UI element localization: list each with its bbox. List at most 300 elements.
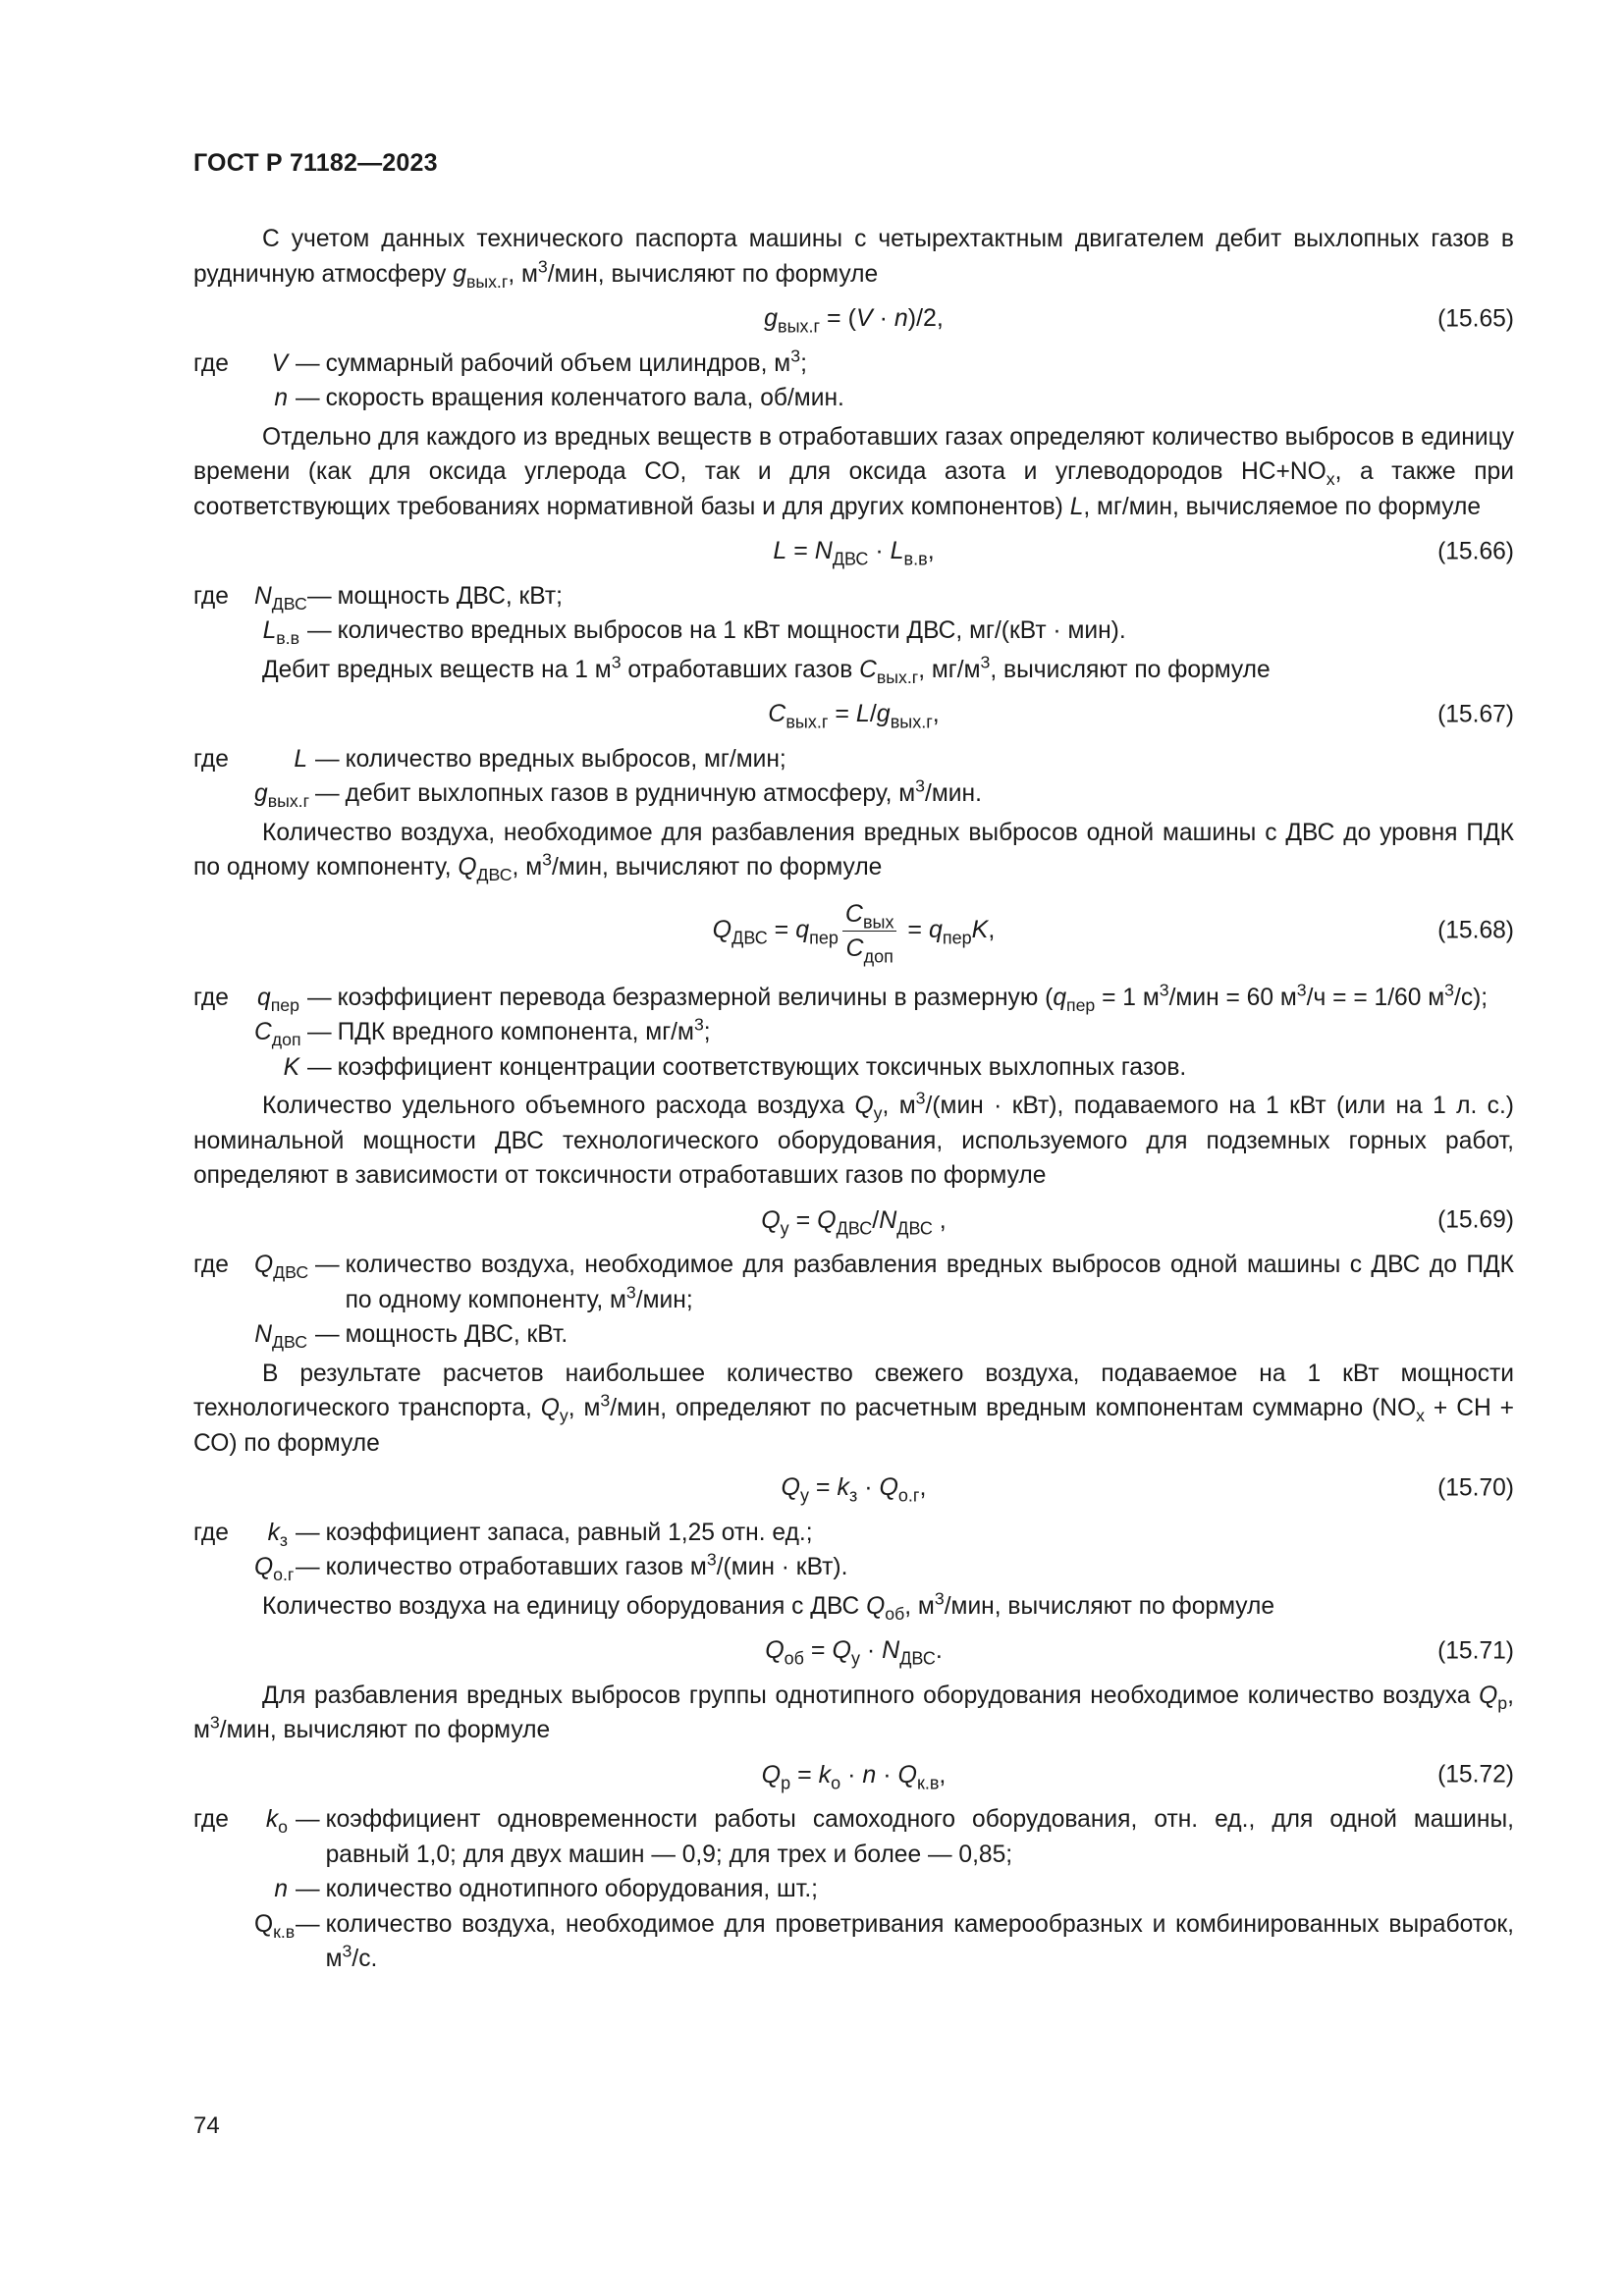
- formula-number: (15.67): [1437, 701, 1514, 727]
- formula-expression: [762, 1758, 947, 1793]
- definition-list: [193, 1802, 1514, 1977]
- math-symbol: Q: [712, 915, 732, 943]
- subscript: пер: [270, 994, 299, 1015]
- superscript: 3: [209, 1712, 220, 1733]
- subscript: пер: [1066, 994, 1096, 1015]
- subscript: в.в: [903, 549, 928, 569]
- subscript: ДВС: [731, 927, 768, 947]
- definition-dash: —: [315, 1252, 340, 1278]
- fraction: [842, 899, 897, 966]
- definition-dash: —: [307, 582, 332, 610]
- definition-lead: где: [193, 1252, 229, 1278]
- text-run: /с);: [1453, 984, 1489, 1011]
- subscript: об: [784, 1648, 804, 1669]
- text-run: /мин, вычисляют по формуле: [551, 854, 883, 881]
- text-run: /ч = = 1/60 м: [1306, 984, 1445, 1011]
- subscript: у: [873, 1103, 883, 1124]
- formula-number: (15.69): [1437, 1206, 1514, 1234]
- definition-dash: —: [296, 1806, 320, 1833]
- subscript: об: [885, 1603, 905, 1624]
- definition-text: [338, 981, 1514, 1016]
- definition-item: [193, 1050, 1514, 1086]
- text-run: =: [900, 915, 929, 943]
- text-run: Отдельно для каждого из вредных веществ в отработавших газах определяют количество выбросов в единицу времени (как для оксида углерода СО, так и для оксида азота и углеводородов НС+NO: [193, 423, 1514, 485]
- definition-symbol: [254, 742, 307, 777]
- math-symbol: g: [254, 780, 268, 807]
- definition-text: [326, 1550, 1514, 1585]
- math-symbol: q: [928, 915, 943, 943]
- math-symbol: g: [876, 700, 891, 727]
- text-run: коэффициент одновременности работы самоходного оборудования, отн. ед., для одной машины, равный 1,0; для двух машин — 0,9; для трех и более — 0,85;: [325, 1806, 1514, 1868]
- body-paragraph: [193, 222, 1514, 292]
- text-run: =: [767, 915, 796, 943]
- text-run: ·: [840, 1760, 863, 1789]
- subscript: у: [850, 1648, 860, 1669]
- definition-symbol: [254, 1516, 288, 1551]
- formula: [193, 1203, 1514, 1239]
- text-run: /мин.: [925, 780, 982, 807]
- formula-number: (15.68): [1437, 917, 1514, 944]
- formula-expression: [712, 899, 996, 966]
- math-symbol: V: [855, 304, 873, 332]
- subscript: ДВС: [832, 549, 869, 569]
- text-run: , м: [882, 1093, 916, 1119]
- formula-number: (15.71): [1437, 1637, 1514, 1664]
- definition-symbol: [254, 1050, 299, 1086]
- formula-expression: [782, 1470, 927, 1506]
- text-run: .: [935, 1636, 943, 1664]
- math-symbol: q: [1053, 984, 1066, 1011]
- definition-dash: —: [315, 745, 340, 773]
- text-run: /мин = 60 м: [1168, 984, 1297, 1011]
- body-paragraph: [193, 420, 1514, 525]
- math-symbol: N: [882, 1636, 900, 1664]
- text-run: ,: [932, 1205, 947, 1234]
- definition-item: [193, 1872, 1514, 1907]
- definition-item: [193, 1317, 1514, 1353]
- text-run: суммарный рабочий объем цилиндров, м: [325, 349, 791, 377]
- text-run: , м: [512, 854, 543, 881]
- text-run: ,: [919, 1473, 927, 1501]
- definition-item: [193, 742, 1514, 777]
- text-run: Количество воздуха, необходимое для разбавления вредных выбросов одной машины с ДВС до уровня ПДК по одному компоненту,: [193, 819, 1514, 881]
- math-symbol: K: [971, 915, 989, 943]
- definition-symbol: [254, 1317, 307, 1353]
- text-run: мощность ДВС, кВт;: [337, 582, 563, 610]
- definition-lead: где: [193, 984, 229, 1011]
- definition-symbol: [254, 1907, 296, 1943]
- definition-text: [326, 1872, 1514, 1907]
- superscript: 3: [542, 849, 552, 870]
- formula-number: (15.65): [1437, 305, 1514, 332]
- formula-expression: [764, 301, 944, 337]
- superscript: 3: [600, 1390, 611, 1411]
- math-symbol: Q: [540, 1395, 560, 1421]
- math-symbol: L: [773, 537, 787, 564]
- formula-number: (15.72): [1437, 1761, 1514, 1789]
- text-run: коэффициент запаса, равный 1,25 отн. ед.;: [325, 1519, 813, 1546]
- formula: [193, 899, 1514, 966]
- math-symbol: L: [1069, 493, 1084, 520]
- superscript: 3: [915, 1088, 926, 1108]
- subscript: о.г: [897, 1485, 920, 1506]
- math-symbol: V: [271, 349, 288, 377]
- body-paragraph: [193, 1679, 1514, 1748]
- text-run: = (: [820, 304, 856, 332]
- superscript: 3: [1296, 979, 1307, 999]
- text-run: дебит выхлопных газов в рудничную атмосферу, м: [345, 780, 916, 807]
- fraction-numerator: [842, 899, 897, 932]
- math-symbol: q: [795, 915, 810, 943]
- math-symbol: Q: [817, 1205, 837, 1234]
- superscript: 3: [1444, 979, 1454, 999]
- text-run: мощность ДВС, кВт.: [345, 1321, 568, 1348]
- math-symbol: C: [845, 934, 864, 962]
- subscript: ДВС: [271, 593, 307, 614]
- definition-item: [193, 981, 1514, 1016]
- definition-item: [193, 614, 1514, 649]
- math-symbol: K: [283, 1053, 299, 1081]
- definition-lead: где: [193, 1519, 229, 1546]
- math-symbol: Q: [765, 1636, 785, 1664]
- text-run: коэффициент концентрации соответствующих токсичных выхлопных газов.: [337, 1053, 1187, 1081]
- math-symbol: n: [893, 304, 908, 332]
- text-run: В результате расчетов наибольшее количество свежего воздуха, подаваемое на 1 кВт мощности технологического транспорта,: [193, 1360, 1514, 1421]
- definition-symbol: [254, 1015, 299, 1050]
- definition-dash: —: [315, 1321, 340, 1348]
- math-symbol: N: [254, 582, 272, 610]
- subscript: р: [781, 1772, 791, 1792]
- subscript: вых.г: [890, 712, 933, 732]
- definition-dash: —: [315, 780, 340, 807]
- math-symbol: n: [274, 1876, 288, 1902]
- subscript: вых.г: [876, 667, 919, 687]
- body-paragraph: [193, 653, 1514, 688]
- definition-list: [193, 742, 1514, 812]
- definition-list: [193, 347, 1514, 416]
- subscript: о: [278, 1817, 288, 1838]
- text-run: , а также при соответствующих требованиях нормативной базы и для других компонентов): [193, 458, 1514, 520]
- text-run: /мин, вычисляют по формуле: [944, 1592, 1275, 1620]
- superscript: 3: [915, 775, 926, 796]
- math-symbol: C: [844, 899, 863, 928]
- fraction-denominator: [843, 932, 896, 966]
- math-symbol: N: [814, 537, 833, 564]
- text-run: Q: [254, 1910, 274, 1938]
- math-symbol: Q: [761, 1205, 781, 1234]
- text-run: , мг/м: [918, 656, 981, 683]
- formula-expression: [761, 1203, 947, 1239]
- definition-dash: —: [307, 617, 332, 644]
- text-run: скорость вращения коленчатого вала, об/мин.: [325, 385, 844, 411]
- superscript: 3: [537, 255, 548, 276]
- definition-text: [346, 1317, 1514, 1353]
- definition-list: [193, 1516, 1514, 1585]
- subscript: ДВС: [476, 865, 513, 885]
- text-run: + СН + СО) по формуле: [193, 1395, 1515, 1457]
- definition-item: [193, 1248, 1514, 1317]
- formula-number: (15.70): [1437, 1474, 1514, 1501]
- superscript: 3: [706, 1549, 717, 1570]
- superscript: 3: [625, 1281, 636, 1302]
- definition-dash: —: [296, 385, 320, 411]
- text-run: =: [803, 1636, 833, 1664]
- math-symbol: Q: [781, 1473, 800, 1501]
- definition-dash: —: [307, 1053, 332, 1081]
- definition-dash: —: [296, 349, 320, 377]
- definition-list: [193, 981, 1514, 1086]
- definition-dash: —: [296, 1554, 320, 1580]
- text-run: количество воздуха, необходимое для проветривания камерообразных и комбинированных выработок, м: [325, 1910, 1514, 1972]
- body-paragraph: [193, 1357, 1514, 1462]
- definition-text: [346, 776, 1514, 812]
- subscript: x: [1326, 469, 1335, 490]
- text-run: , м: [904, 1592, 935, 1620]
- text-run: , мг/мин, вычисляемое по формуле: [1083, 493, 1482, 520]
- math-symbol: Q: [832, 1636, 851, 1664]
- math-symbol: k: [265, 1806, 279, 1833]
- math-symbol: k: [267, 1519, 280, 1546]
- text-run: =: [786, 537, 815, 564]
- subscript: ДВС: [899, 1648, 936, 1669]
- text-run: ·: [859, 1636, 883, 1664]
- definition-symbol: [254, 981, 299, 1016]
- text-run: , м: [508, 260, 538, 288]
- math-symbol: L: [890, 537, 904, 564]
- superscript: 3: [611, 651, 622, 671]
- superscript: 3: [790, 345, 801, 365]
- text-run: ;: [800, 349, 807, 377]
- subscript: о: [831, 1772, 841, 1792]
- definition-dash: —: [296, 1876, 320, 1902]
- text-run: С учетом данных технического паспорта машины с четырехтактным двигателем дебит выхлопных газов в рудничную атмосферу: [193, 226, 1514, 288]
- math-symbol: Q: [897, 1760, 917, 1789]
- text-run: отработавших газов: [621, 656, 860, 683]
- superscript: 3: [934, 1587, 945, 1608]
- math-symbol: Q: [254, 1252, 274, 1278]
- math-symbol: C: [768, 700, 786, 727]
- definition-text: [338, 614, 1514, 649]
- definition-dash: —: [296, 1910, 320, 1938]
- definition-symbol: [254, 1802, 288, 1838]
- definition-symbol: [254, 614, 299, 649]
- subscript: доп: [863, 945, 893, 966]
- math-symbol: N: [879, 1205, 897, 1234]
- document-header: ГОСТ Р 71182—2023: [193, 149, 438, 177]
- text-run: /мин, определяют по расчетным вредным компонентам суммарно (NO: [610, 1395, 1417, 1421]
- definition-symbol: [254, 1550, 295, 1585]
- formula-number: (15.66): [1437, 538, 1514, 564]
- subscript: у: [780, 1217, 789, 1238]
- definition-text: [326, 381, 1514, 416]
- body-paragraph: [193, 1089, 1514, 1194]
- definition-text: [326, 1802, 1514, 1872]
- text-run: /(мин · кВт), подаваемого на 1 кВт (или на 1 л. с.) номинальной мощности ДВС технологического оборудования, используемого для подземных горных работ, определяют в зависимости от токсичности отработавших газов по формуле: [193, 1093, 1514, 1189]
- subscript: пер: [809, 927, 839, 947]
- superscript: 3: [693, 1014, 704, 1035]
- definition-symbol: [254, 776, 310, 812]
- subscript: з: [848, 1485, 858, 1506]
- math-symbol: k: [818, 1760, 832, 1789]
- text-run: Количество воздуха на единицу оборудования с ДВС: [262, 1592, 867, 1620]
- formula: [193, 534, 1514, 569]
- definition-symbol: [254, 1872, 288, 1907]
- text-run: =: [828, 700, 856, 727]
- subscript: пер: [942, 927, 972, 947]
- superscript: 3: [342, 1941, 352, 1961]
- formula: [193, 697, 1514, 732]
- text-run: = 1 м: [1095, 984, 1160, 1011]
- formula-expression: [773, 534, 934, 569]
- subscript: ДВС: [273, 1262, 309, 1283]
- text-run: количество отработавших газов м: [325, 1554, 707, 1580]
- subscript: в.в: [276, 628, 299, 649]
- formula: [193, 1470, 1514, 1506]
- definition-dash: —: [296, 1519, 320, 1546]
- math-symbol: g: [764, 304, 779, 332]
- subscript: р: [1497, 1692, 1508, 1713]
- text-run: количество однотипного оборудования, шт.;: [325, 1876, 818, 1902]
- subscript: у: [799, 1485, 809, 1506]
- definition-lead: где: [193, 745, 229, 773]
- text-run: ·: [872, 304, 894, 332]
- math-symbol: Q: [1479, 1682, 1498, 1709]
- math-symbol: Q: [854, 1093, 874, 1119]
- math-symbol: Q: [866, 1592, 886, 1620]
- math-symbol: C: [254, 1019, 272, 1045]
- text-run: =: [788, 1205, 818, 1234]
- text-run: ;: [703, 1019, 711, 1045]
- text-run: ,: [939, 1760, 947, 1789]
- text-run: =: [808, 1473, 838, 1501]
- definition-item: [193, 347, 1514, 382]
- definition-text: [326, 1516, 1514, 1551]
- formula: [193, 1758, 1514, 1793]
- definition-item: [193, 1907, 1514, 1977]
- definition-text: [346, 1248, 1514, 1317]
- text-run: Для разбавления вредных выбросов группы однотипного оборудования необходимое количество воздуха: [262, 1682, 1480, 1709]
- text-run: ·: [868, 537, 891, 564]
- text-run: /мин, вычисляют по формуле: [219, 1717, 551, 1743]
- subscript: вых.г: [785, 712, 829, 732]
- definition-text: [338, 1050, 1514, 1086]
- subscript: x: [1416, 1406, 1426, 1426]
- subscript: з: [279, 1529, 288, 1550]
- definition-symbol: [254, 381, 288, 416]
- definition-text: [326, 347, 1514, 382]
- math-symbol: Q: [458, 854, 477, 881]
- text-run: /: [869, 700, 877, 727]
- text-run: количество воздуха, необходимое для разбавления вредных выбросов одной машины с ДВС до ПДК по одному компоненту, м: [345, 1252, 1514, 1313]
- subscript: вых: [862, 911, 894, 932]
- math-symbol: g: [453, 260, 466, 288]
- subscript: вых.г: [267, 791, 310, 812]
- definition-symbol: [254, 1248, 307, 1283]
- text-run: , м: [193, 1682, 1514, 1743]
- text-run: ,: [927, 537, 935, 564]
- text-run: /: [872, 1205, 880, 1234]
- definition-text: [338, 579, 1514, 614]
- math-symbol: L: [262, 617, 277, 644]
- definition-item: [193, 776, 1514, 812]
- formula-expression: [765, 1633, 943, 1669]
- subscript: вых.г: [465, 271, 509, 292]
- definition-text: [346, 742, 1514, 777]
- definition-symbol: [254, 579, 307, 614]
- body-paragraph: [193, 816, 1514, 885]
- text-run: /мин, вычисляют по формуле: [547, 260, 879, 288]
- subscript: ДВС: [836, 1217, 873, 1238]
- subscript: к.в: [273, 1921, 296, 1942]
- math-symbol: Q: [761, 1760, 782, 1789]
- math-symbol: q: [257, 984, 271, 1011]
- subscript: у: [559, 1406, 568, 1426]
- text-run: ,: [988, 915, 996, 943]
- math-symbol: C: [859, 656, 877, 683]
- subscript: ДВС: [272, 1332, 307, 1353]
- definition-item: [193, 1550, 1514, 1585]
- definition-item: [193, 579, 1514, 614]
- text-run: /(мин · кВт).: [716, 1554, 848, 1580]
- formula-expression: [768, 697, 939, 732]
- subscript: доп: [271, 1030, 301, 1050]
- definition-text: [338, 1015, 1514, 1050]
- superscript: 3: [980, 651, 991, 671]
- text-run: Дебит вредных веществ на 1 м: [262, 656, 612, 683]
- text-run: ·: [876, 1760, 898, 1789]
- definition-text: [326, 1907, 1514, 1977]
- math-symbol: Q: [254, 1554, 274, 1580]
- subscript: вых.г: [778, 316, 821, 337]
- text-run: коэффициент перевода безразмерной величины в размерную (: [337, 984, 1054, 1011]
- text-run: ,: [932, 700, 940, 727]
- definition-symbol: [254, 347, 288, 382]
- math-symbol: L: [294, 745, 307, 773]
- definition-dash: —: [307, 1019, 332, 1045]
- definition-item: [193, 381, 1514, 416]
- definition-dash: —: [307, 984, 332, 1011]
- text-run: количество вредных выбросов на 1 кВт мощности ДВС, мг/(кВт · мин).: [337, 617, 1126, 644]
- math-symbol: n: [274, 385, 288, 411]
- document-body: [193, 222, 1514, 1981]
- math-symbol: Q: [879, 1473, 898, 1501]
- text-run: /мин;: [635, 1286, 693, 1313]
- text-run: /с.: [352, 1946, 378, 1972]
- text-run: , м: [568, 1395, 601, 1421]
- math-symbol: L: [855, 700, 870, 727]
- definition-lead: где: [193, 1806, 229, 1833]
- definition-lead: где: [193, 582, 229, 610]
- body-paragraph: [193, 1589, 1514, 1625]
- text-run: , вычисляют по формуле: [990, 656, 1271, 683]
- text-run: )/2,: [907, 304, 944, 332]
- definition-lead: где: [193, 349, 229, 377]
- math-symbol: n: [862, 1760, 877, 1789]
- definition-list: [193, 579, 1514, 649]
- subscript: ДВС: [896, 1217, 933, 1238]
- text-run: Количество удельного объемного расхода воздуха: [262, 1093, 855, 1119]
- text-run: ПДК вредного компонента, мг/м: [337, 1019, 694, 1045]
- definition-item: [193, 1015, 1514, 1050]
- definition-item: [193, 1802, 1514, 1872]
- formula: [193, 301, 1514, 337]
- text-run: =: [790, 1760, 819, 1789]
- text-run: количество вредных выбросов, мг/мин;: [345, 745, 786, 773]
- subscript: к.в: [916, 1772, 940, 1792]
- definition-list: [193, 1248, 1514, 1353]
- page-number: 74: [193, 2112, 220, 2139]
- subscript: о.г: [273, 1565, 295, 1585]
